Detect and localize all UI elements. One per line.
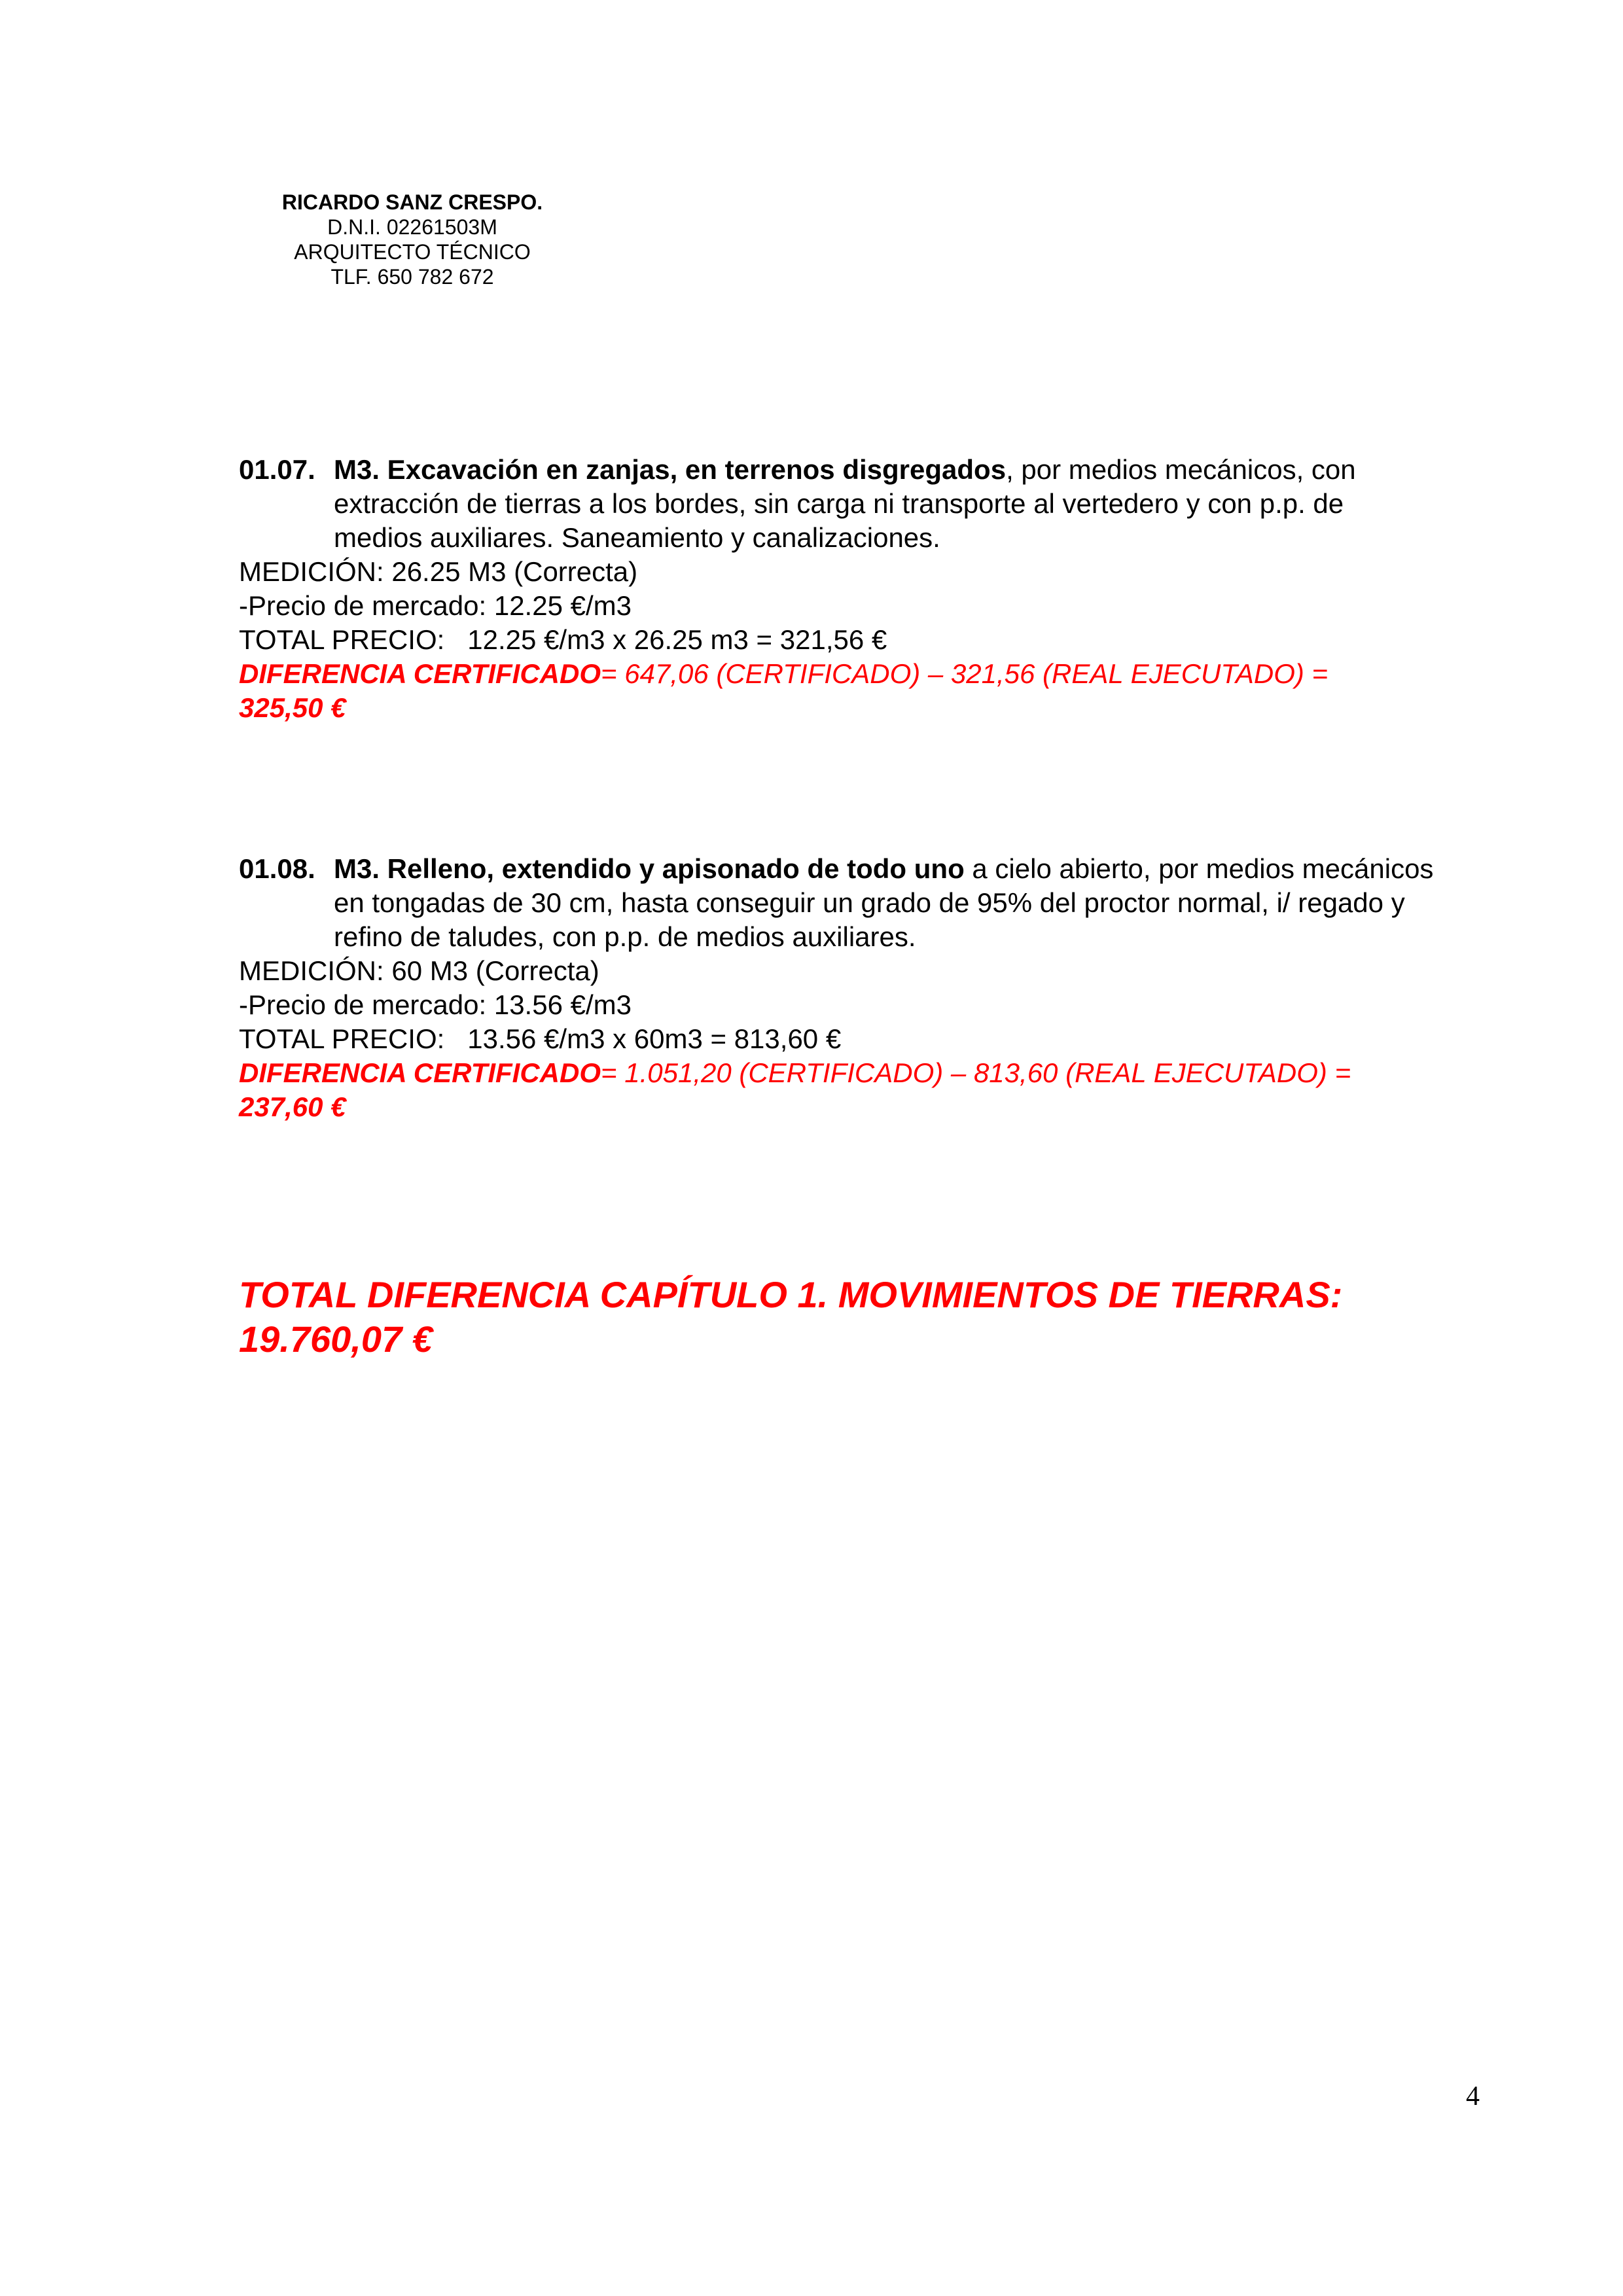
item-title-line [239, 852, 1522, 886]
item-measurement: MEDICIÓN: 26.25 M3 (Correcta) [239, 556, 638, 587]
item-difference [239, 1056, 1522, 1090]
budget-item-01-08 [239, 852, 1522, 1124]
item-description-line: en tongadas de 30 cm, hasta conseguir un grado de 95% del proctor normal, i/ regado y [334, 887, 1405, 918]
item-measurement: MEDICIÓN: 60 M3 (Correcta) [239, 955, 599, 986]
author-dni: D.N.I. 02261503M [327, 215, 497, 239]
difference-label: DIFERENCIA CERTIFICADO [239, 1057, 601, 1088]
author-profession: ARQUITECTO TÉCNICO [294, 240, 531, 264]
author-name: RICARDO SANZ CRESPO. [281, 190, 543, 214]
difference-formula: = 1.051,20 (CERTIFICADO) – 813,60 (REAL EJECUTADO) = [601, 1057, 1351, 1088]
item-title: M3. Relleno, extendido y apisonado de todo uno [334, 853, 965, 884]
budget-item-01-07 [239, 453, 1522, 725]
item-difference [239, 657, 1522, 691]
item-title-line [239, 453, 1522, 487]
item-code: 01.08. [239, 853, 315, 884]
item-title-rest: a cielo abierto, por medios mecánicos [964, 853, 1434, 884]
difference-value: 237,60 € [239, 1091, 346, 1122]
difference-label: DIFERENCIA CERTIFICADO [239, 658, 601, 689]
author-phone: TLF. 650 782 672 [330, 265, 494, 289]
item-market-price: -Precio de mercado: 12.25 €/m3 [239, 590, 632, 621]
item-total-price: TOTAL PRECIO: 12.25 €/m3 x 26.25 m3 = 321,56 € [239, 624, 887, 655]
chapter-total-value: 19.760,07 € [239, 1318, 433, 1360]
item-title-rest: , por medios mecánicos, con [1006, 454, 1356, 485]
difference-formula: = 647,06 (CERTIFICADO) – 321,56 (REAL EJECUTADO) = [601, 658, 1329, 689]
item-title: M3. Excavación en zanjas, en terrenos disgregados [334, 454, 1007, 485]
difference-value: 325,50 € [239, 692, 346, 723]
letterhead [249, 190, 576, 289]
item-description-line: medios auxiliares. Saneamiento y canalizaciones. [334, 522, 940, 553]
page-number: 4 [1466, 2081, 1480, 2111]
item-market-price: -Precio de mercado: 13.56 €/m3 [239, 989, 632, 1020]
chapter-total-label: TOTAL DIFERENCIA CAPÍTULO 1. MOVIMIENTOS DE TIERRAS: [239, 1274, 1343, 1315]
item-description-line: refino de taludes, con p.p. de medios auxiliares. [334, 921, 916, 952]
item-total-price: TOTAL PRECIO: 13.56 €/m3 x 60m3 = 813,60 € [239, 1023, 842, 1054]
chapter-total-difference [239, 1273, 1522, 1362]
item-description-line: extracción de tierras a los bordes, sin carga ni transporte al vertedero y con p.p. de [334, 488, 1344, 519]
item-code: 01.07. [239, 454, 315, 485]
